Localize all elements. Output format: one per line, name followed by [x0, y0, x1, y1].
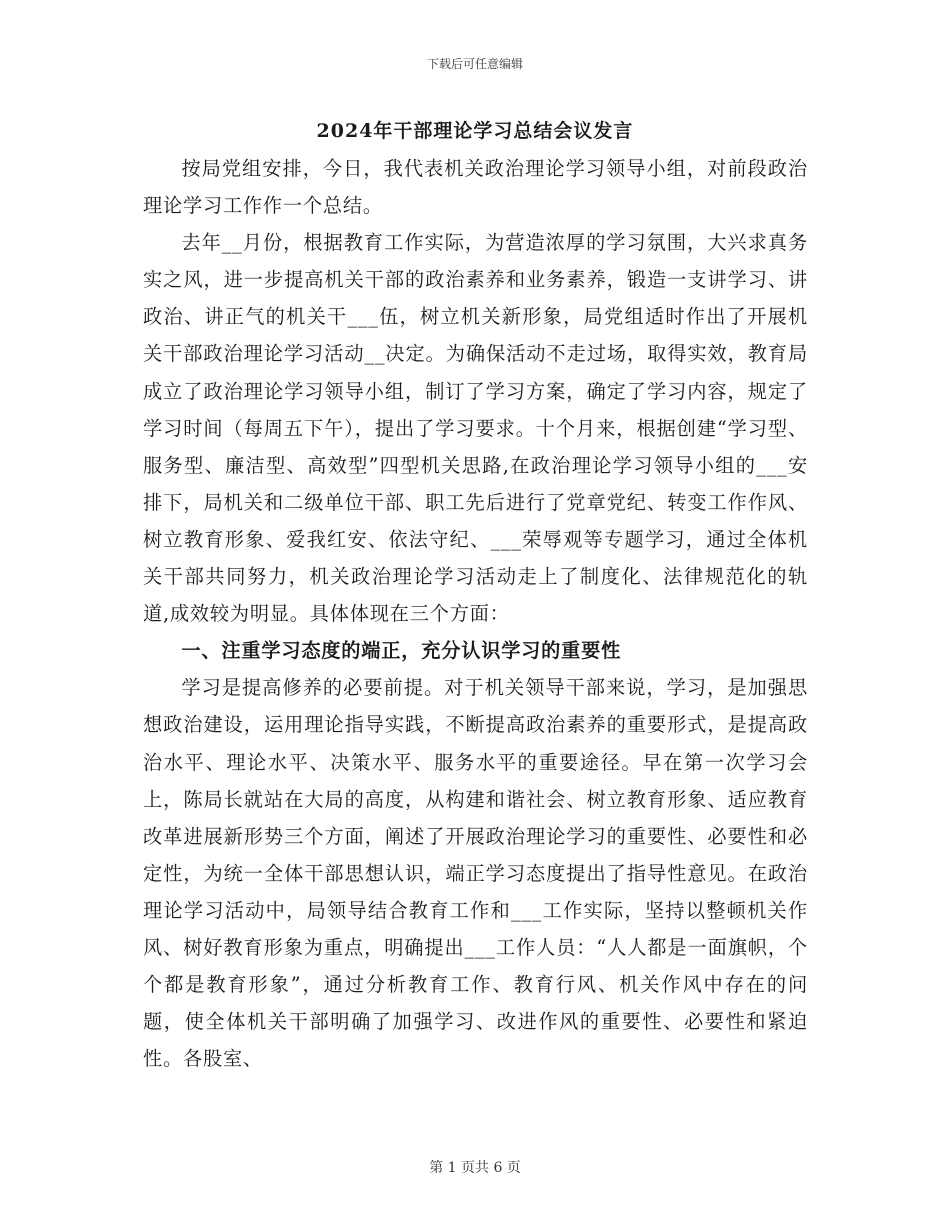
- document-body: [143, 150, 808, 1077]
- paragraph-intro: 按局党组安排，今日，我代表机关政治理论学习领导小组，对前段政治理论学习工作作一个总结。: [143, 157, 808, 218]
- paragraph-background: 去年__月份，根据教育工作实际，为营造浓厚的学习氛围，大兴求真务实之风，进一步提高机关干部的政治素养和业务素养，锻造一支讲学习、讲政治、讲正气的机关干___伍，树立机关新形象，局党组适时作出了开展机关干部政治理论学习活动__决定。为确保活动不走过场，取得实效，教育局成立了政治理论学习领导小组，制订了学习方案，确定了学习内容，规定了学习时间（每周五下午），提出了学习要求。十个月来，根据创建“学习型、服务型、廉洁型、高效型”四型机关思路,在政治理论学习领导小组的___安排下，局机关和二级单位干部、职工先后进行了党章党纪、转变工作作风、树立教育形象、爱我红安、依法守纪、___荣辱观等专题学习，通过全体机关干部共同努力，机关政治理论学习活动走上了制度化、法律规范化的轨道,成效较为明显。具体体现在三个方面：: [143, 231, 808, 626]
- section-heading-1: 一、注重学习态度的端正，充分认识学习的重要性: [181, 639, 622, 663]
- document-title: 2024年干部理论学习总结会议发言: [316, 120, 634, 142]
- page-number: 第 1 页共 6 页: [429, 1160, 521, 1176]
- paragraph-section-1: 学习是提高修养的必要前提。对于机关领导干部来说，学习，是加强思想政治建设，运用理论指导实践，不断提高政治素养的重要形式，是提高政治水平、理论水平、决策水平、服务水平的重要途径。早在第一次学习会上，陈局长就站在大局的高度，从构建和谐社会、树立教育形象、适应教育改革进展新形势三个方面，阐述了开展政治理论学习的重要性、必要性和必定性，为统一全体干部思想认识，端正学习态度提出了指导性意见。在政治理论学习活动中，局领导结合教育工作和___工作实际，坚持以整顿机关作风、树好教育形象为重点，明确提出___工作人员：“人人都是一面旗帜，个个都是教育形象”，通过分析教育工作、教育行风、机关作风中存在的问题，使全体机关干部明确了加强学习、改进作风的重要性、必要性和紧迫性。各股室、: [143, 676, 808, 1071]
- page-header-note: 下载后可任意编辑: [426, 57, 523, 71]
